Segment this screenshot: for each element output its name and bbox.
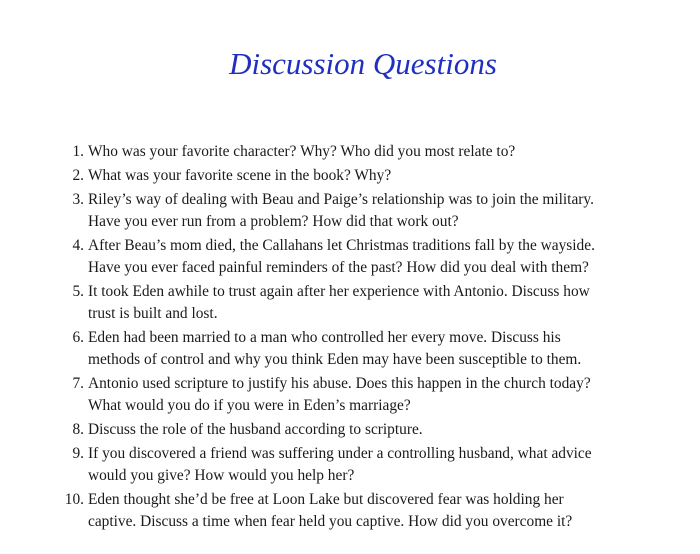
question-line: Discuss the role of the husband according to scripture. [88,421,423,438]
question-number: 10. [64,491,84,508]
question-number: 7. [72,375,84,392]
question-item [56,443,676,487]
question-text [88,281,676,325]
question-text [88,443,676,487]
question-line: It took Eden awhile to trust again after her experience with Antonio. Discuss how [88,283,590,300]
question-line: Have you ever run from a problem? How did that work out? [88,213,459,230]
question-number: 4. [72,237,84,254]
questions-list [56,141,676,535]
question-item [56,141,676,163]
question-number: 5. [72,283,84,300]
question-number: 6. [72,329,84,346]
question-text [88,165,676,187]
question-number: 8. [72,421,84,438]
question-item [56,235,676,279]
question-line: trust is built and lost. [88,305,218,322]
question-item [56,281,676,325]
question-line: Who was your favorite character? Why? Who did you most relate to? [88,143,516,160]
question-line: methods of control and why you think Eden may have been susceptible to them. [88,351,582,368]
question-number: 2. [72,167,84,184]
page-title: Discussion Questions [229,46,497,81]
question-text [88,489,676,533]
question-item [56,489,676,533]
question-line: After Beau’s mom died, the Callahans let Christmas traditions fall by the wayside. [88,237,595,254]
question-number: 3. [72,191,84,208]
question-item [56,373,676,417]
question-text [88,235,676,279]
question-line: would you give? How would you help her? [88,467,355,484]
question-number: 1. [72,143,84,160]
question-number: 9. [72,445,84,462]
question-text [88,189,676,233]
question-line: captive. Discuss a time when fear held you captive. How did you overcome it? [88,513,573,530]
question-text [88,327,676,371]
question-line: Eden thought she’d be free at Loon Lake but discovered fear was holding her [88,491,564,508]
question-text [88,419,676,441]
question-text [88,373,676,417]
question-line: Antonio used scripture to justify his abuse. Does this happen in the church today? [88,375,591,392]
question-item [56,165,676,187]
question-line: What was your favorite scene in the book? Why? [88,167,392,184]
question-text [88,141,676,163]
question-line: Have you ever faced painful reminders of the past? How did you deal with them? [88,259,589,276]
question-line: If you discovered a friend was suffering under a controlling husband, what advice [88,445,592,462]
question-line: Eden had been married to a man who controlled her every move. Discuss his [88,329,561,346]
question-item [56,327,676,371]
question-line: Riley’s way of dealing with Beau and Paige’s relationship was to join the military. [88,191,594,208]
question-item [56,419,676,441]
question-item [56,189,676,233]
question-line: What would you do if you were in Eden’s marriage? [88,397,411,414]
